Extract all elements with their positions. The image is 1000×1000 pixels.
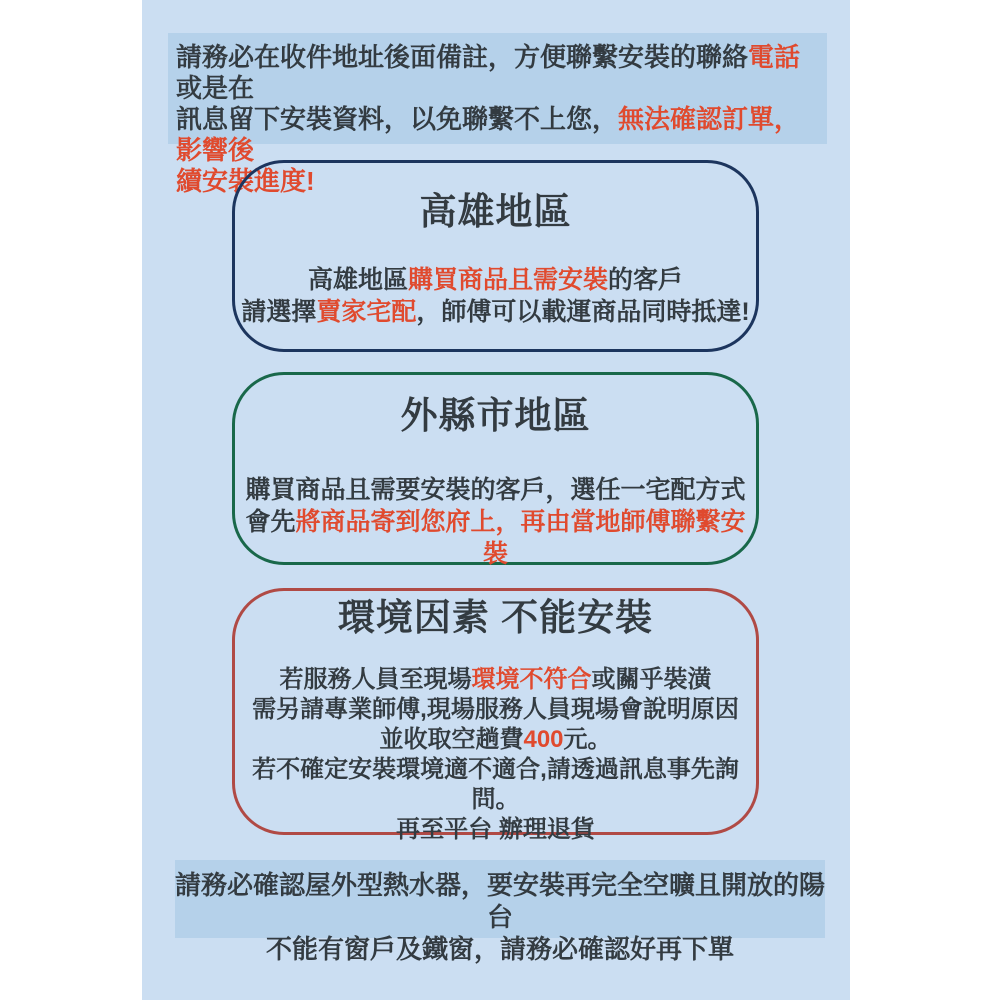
environment-warning-box-title: 環境因素 不能安裝	[337, 597, 654, 638]
body-text: 請務必在收件地址後面備註，方便聯繫安裝的聯絡	[176, 42, 749, 72]
body-text: 或關乎裝潢	[591, 666, 712, 693]
region-box-kaohsiung-title: 高雄地區	[419, 191, 572, 232]
highlighted-text: 電話	[748, 42, 801, 72]
body-text: 再至平台 辦理退貨	[396, 816, 595, 843]
highlighted-text: 無法確認訂單，影響後	[176, 104, 801, 165]
environment-warning-line-5	[235, 815, 756, 845]
highlighted-text: 賣家宅配	[316, 298, 417, 326]
top-notice	[168, 33, 827, 196]
environment-warning-line-3	[235, 725, 756, 755]
body-text: 高雄地區	[307, 266, 408, 294]
body-text: 會先	[245, 508, 296, 536]
region-box-kaohsiung-line-1	[235, 264, 756, 296]
region-box-other-counties-line-1	[235, 474, 756, 506]
body-text: 需另請專業師傅,現場服務人員現場會說明原因	[252, 696, 739, 723]
region-box-kaohsiung	[232, 160, 759, 352]
region-box-other-counties	[232, 372, 759, 568]
environment-warning-line-2	[235, 695, 756, 725]
body-text: 若服務人員至現場	[279, 666, 472, 693]
environment-warning-line-4	[235, 755, 756, 815]
environment-warning-line-1	[235, 665, 756, 695]
body-text: 若不確定安裝環境適不適合,請透過訊息事先詢問。	[252, 756, 739, 813]
body-text: 並收取空趟費	[379, 726, 524, 753]
bottom-notice-line-1	[175, 869, 825, 933]
body-text: 請選擇	[241, 298, 317, 326]
highlighted-text: 續安裝進度!	[176, 166, 315, 196]
body-text: 訊息留下安裝資料，以免聯繫不上您，	[176, 104, 619, 134]
body-text: 的客戶	[608, 266, 684, 294]
region-box-other-counties-title: 外縣市地區	[400, 395, 591, 436]
body-text: ，師傅可以載運商品同時抵達!	[416, 298, 750, 326]
top-notice-line-1	[176, 42, 821, 104]
body-text: 請務必確認屋外型熱水器，要安裝再完全空曠且開放的陽台	[175, 870, 826, 932]
body-text: 購買商品且需要安裝的客戶，選任一宅配方式	[245, 476, 746, 504]
bottom-notice-line-2	[175, 933, 825, 965]
body-text: 元。	[563, 726, 612, 753]
region-box-kaohsiung-body	[235, 264, 756, 328]
highlighted-text: 將商品寄到您府上，再由當地師傅聯繫安裝	[295, 508, 746, 568]
top-notice-line-2	[176, 104, 821, 166]
highlighted-text: 購買商品且需安裝	[407, 266, 608, 294]
highlighted-text: 環境不符合	[471, 666, 592, 693]
region-box-other-counties-body	[235, 474, 756, 570]
region-box-kaohsiung-line-2	[235, 296, 756, 328]
body-text: 或是在	[176, 73, 255, 103]
bottom-notice	[175, 860, 826, 964]
body-text: 不能有窗戶及鐵窗，請務必確認好再下單	[265, 934, 734, 964]
region-box-other-counties-line-2	[235, 506, 756, 570]
environment-warning-box	[232, 588, 759, 843]
highlighted-text: 400	[523, 726, 564, 753]
environment-warning-box-body	[235, 665, 756, 845]
blue-content-panel	[142, 0, 850, 1000]
